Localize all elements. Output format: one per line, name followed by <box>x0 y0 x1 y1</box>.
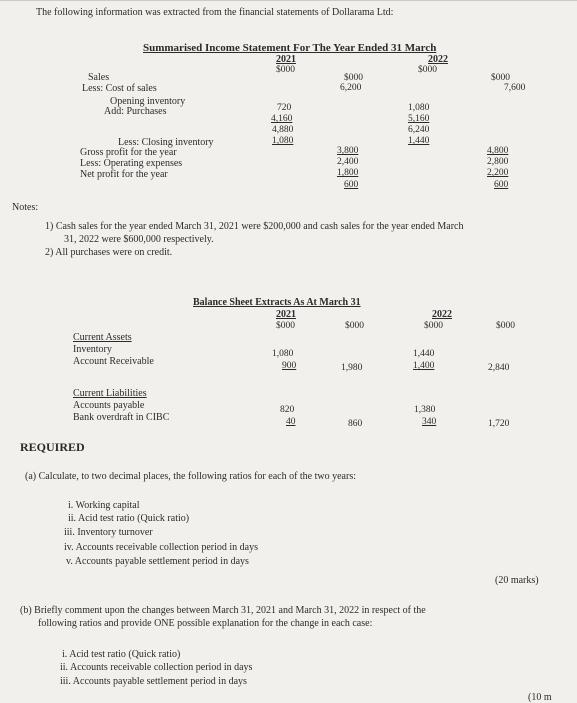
notes-heading: Notes: <box>12 202 39 213</box>
part-b-line-2: following ratios and provide ONE possible explanation for the change in each case: <box>38 618 373 629</box>
sales-label: Sales <box>88 72 110 83</box>
part-a-marks: (20 marks) <box>495 575 539 586</box>
subtotal-2022-value: 6,240 <box>408 125 430 135</box>
opening-2022-value: 1,080 <box>408 103 430 113</box>
part-b-item: iii. Accounts payable settlement period in days <box>60 676 247 687</box>
current-liabilities-heading: Current Liabilities <box>73 388 147 399</box>
ap-2022-value: 1,380 <box>414 405 436 415</box>
cost-of-sales-label: Less: Cost of sales <box>82 83 157 94</box>
income-unit-header: $000 <box>276 65 295 75</box>
part-b-line-1: (b) Briefly comment upon the changes between March 31, 2021 and March 31, 2022 in respect of the <box>20 605 426 616</box>
note-1-line-2: 31, 2022 were $600,000 respectively. <box>64 234 214 245</box>
closing-2022-value: 1,440 <box>408 136 430 146</box>
part-b-marks-partial: (10 m <box>528 692 552 703</box>
subtotal-2021-value: 4,880 <box>272 125 294 135</box>
inventory-label: Inventory <box>73 344 112 355</box>
opex-2022-value: 2,200 <box>487 168 509 178</box>
cl-total-2021-value: 860 <box>348 419 363 429</box>
accounts-receivable-label: Account Receivable <box>73 356 154 367</box>
income-statement-title: Summarised Income Statement For The Year Ended 31 March <box>143 42 437 54</box>
income-unit-header: $000 <box>491 73 510 83</box>
inventory-2021-value: 1,080 <box>272 349 294 359</box>
balance-unit-header: $000 <box>276 321 295 331</box>
ap-2021-value: 820 <box>280 405 295 415</box>
part-a-item: iv. Accounts receivable collection period in days <box>64 542 259 553</box>
closing-2021-value: 1,080 <box>272 136 294 146</box>
overdraft-2022-value: 340 <box>422 417 437 427</box>
accounts-payable-label: Accounts payable <box>73 400 145 411</box>
note-1-line-1: 1) Cash sales for the year ended March 31, 2021 were $200,000 and cash sales for the year ended March <box>45 221 464 232</box>
closing-inventory-label: Less: Closing inventory <box>118 137 214 148</box>
ar-2021-value: 900 <box>282 361 297 371</box>
balance-unit-header: $000 <box>345 321 364 331</box>
part-b-item: ii. Accounts receivable collection period in days <box>60 662 253 673</box>
part-b-item: i. Acid test ratio (Quick ratio) <box>62 649 181 660</box>
income-unit-header: $000 <box>418 65 437 75</box>
opening-2021-value: 720 <box>277 103 292 113</box>
sales-2021-value: 6,200 <box>340 83 362 93</box>
purchases-label: Add: Purchases <box>104 106 167 117</box>
opex-2021-value: 1,800 <box>337 168 359 178</box>
part-a-item: iii. Inventory turnover <box>64 527 153 538</box>
balance-unit-header: $000 <box>424 321 443 331</box>
balance-year-2022: 2022 <box>432 309 452 320</box>
cl-total-2022-value: 1,720 <box>488 419 510 429</box>
part-a-item: i. Working capital <box>68 500 140 511</box>
note-2: 2) All purchases were on credit. <box>45 247 173 258</box>
gross-2021-value: 2,400 <box>337 157 359 167</box>
gross-profit-label: Gross profit for the year <box>80 147 177 158</box>
income-year-2021: 2021 <box>276 54 296 65</box>
balance-year-2021: 2021 <box>276 309 296 320</box>
page-top-edge <box>0 0 577 1</box>
opening-inventory-label: Opening inventory <box>110 96 186 107</box>
operating-expenses-label: Less: Operating expenses <box>80 158 183 169</box>
income-year-2022: 2022 <box>428 54 448 65</box>
balance-unit-header: $000 <box>496 321 515 331</box>
ca-total-2021-value: 1,980 <box>341 363 363 373</box>
current-assets-heading: Current Assets <box>73 332 132 343</box>
part-a-item: v. Accounts payable settlement period in days <box>66 556 249 567</box>
part-a-item: ii. Acid test ratio (Quick ratio) <box>68 513 190 524</box>
purchases-2021-value: 4,160 <box>271 114 293 124</box>
sales-2022-value: 7,600 <box>504 83 526 93</box>
net-2021-value: 600 <box>344 180 359 190</box>
net-profit-label: Net profit for the year <box>80 169 168 180</box>
overdraft-2021-value: 40 <box>286 417 296 427</box>
gross-2022-value: 2,800 <box>487 157 509 167</box>
intro-text: The following information was extracted from the financial statements of Dollarama Ltd: <box>36 7 394 18</box>
bank-overdraft-label: Bank overdraft in CIBC <box>73 412 170 423</box>
ca-total-2022-value: 2,840 <box>488 363 510 373</box>
income-unit-header: $000 <box>344 73 363 83</box>
ar-2022-value: 1,400 <box>413 361 435 371</box>
cogs-2022-value: 4,800 <box>487 146 509 156</box>
required-heading: REQUIRED <box>20 440 85 454</box>
part-a-instruction: (a) Calculate, to two decimal places, the following ratios for each of the two years: <box>25 471 356 482</box>
balance-sheet-title: Balance Sheet Extracts As At March 31 <box>193 297 361 308</box>
net-2022-value: 600 <box>494 180 509 190</box>
purchases-2022-value: 5,160 <box>408 114 430 124</box>
cogs-2021-value: 3,800 <box>337 146 359 156</box>
inventory-2022-value: 1,440 <box>413 349 435 359</box>
